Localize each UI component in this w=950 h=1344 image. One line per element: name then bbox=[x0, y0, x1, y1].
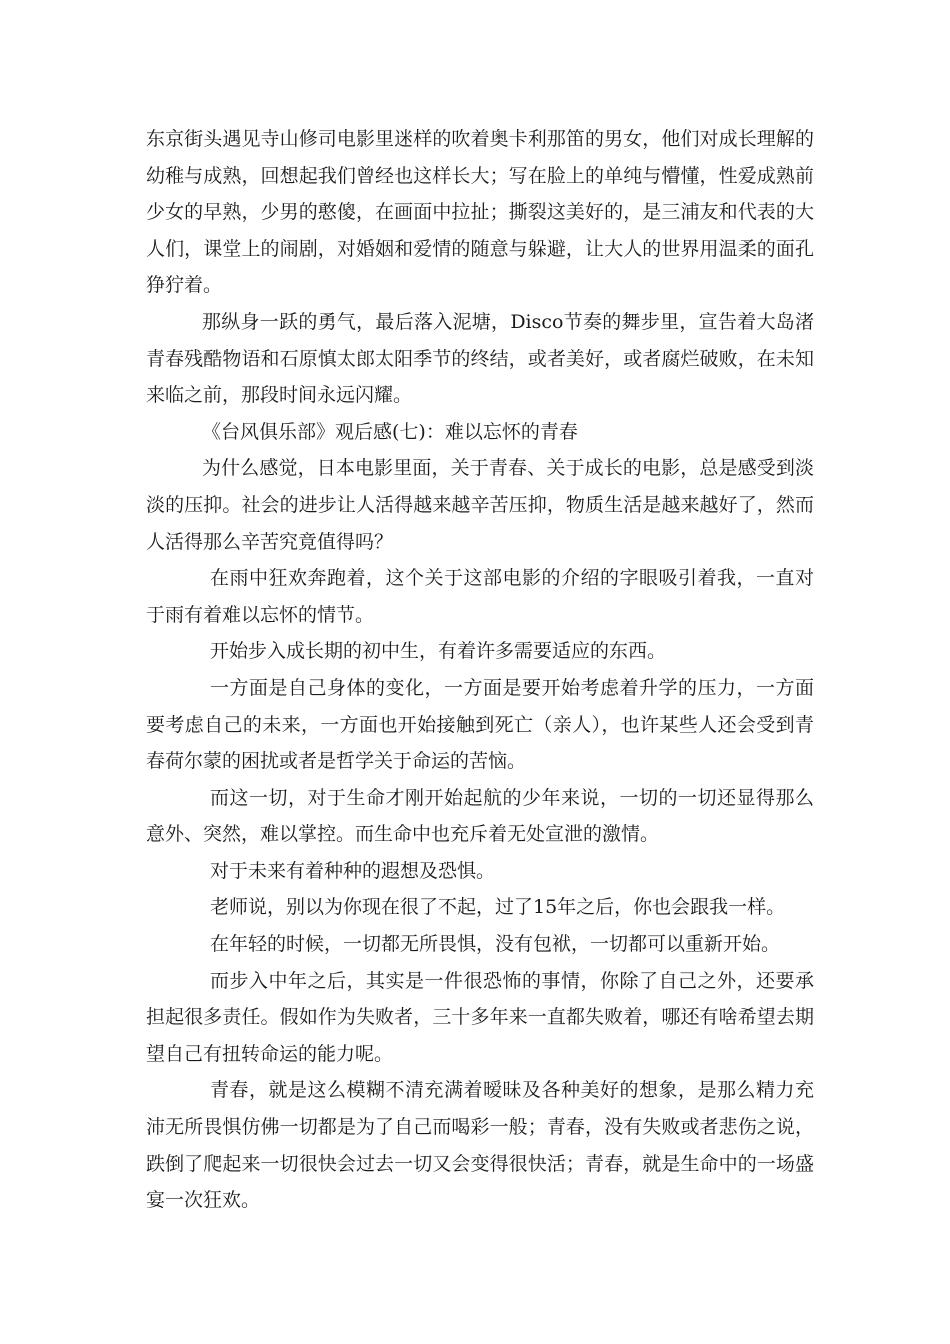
paragraph-1: 东京街头遇见寺山修司电影里迷样的吹着奥卡利那笛的男女，他们对成长理解的幼稚与成熟，回想起我们曾经也这样长大；写在脸上的单纯与懵懂，性爱成熟前少女的早熟，少男的憨傻，在画面中拉扯；撕裂这美好的，是三浦友和代表的大人们，课堂上的闹剧，对婚姻和爱情的随意与躲避，让大人的世界用温柔的面孔狰狞着。 bbox=[146, 128, 814, 297]
paragraph-2: 那纵身一跃的勇气，最后落入泥塘，Disco节奏的舞步里，宣告着大岛渚青春残酷物语和石原慎太郎太阳季节的终结，或者美好，或者腐烂破败，在未知来临之前，那段时间永远闪耀。 bbox=[146, 310, 814, 407]
paragraph-5: 开始步入成长期的初中生，有着许多需要适应的东西。 bbox=[210, 640, 667, 663]
paragraph-8: 对于未来有着种种的遐想及恐惧。 bbox=[210, 859, 496, 882]
document-body bbox=[146, 121, 814, 1219]
paragraph-7: 而这一切，对于生命才刚开始起航的少年来说，一切的一切还显得那么意外、突然，难以掌控。而生命中也充斥着无处宣泄的激情。 bbox=[146, 786, 814, 846]
section-heading: 《台风俱乐部》观后感(七)：难以忘怀的青春 bbox=[202, 420, 578, 443]
paragraph-12: 青春，就是这么模糊不清充满着暧昧及各种美好的想象，是那么精力充沛无所畏惧仿佛一切都是为了自己而喝彩一般；青春，没有失败或者悲伤之说，跌倒了爬起来一切很快会过去一切又会变得很快活；青春，就是生命中的一场盛宴一次狂欢。 bbox=[146, 1079, 814, 1212]
paragraph-3: 为什么感觉，日本电影里面，关于青春、关于成长的电影，总是感受到淡淡的压抑。社会的进步让人活得越来越辛苦压抑，物质生活是越来越好了，然而人活得那么辛苦究竟值得吗？ bbox=[146, 457, 814, 553]
paragraph-9: 老师说，别以为你现在很了不起，过了15年之后，你也会跟我一样。 bbox=[210, 896, 786, 919]
paragraph-4: 在雨中狂欢奔跑着，这个关于这部电影的介绍的字眼吸引着我，一直对于雨有着难以忘怀的情节。 bbox=[146, 567, 814, 626]
paragraph-6: 一方面是自己身体的变化，一方面是要开始考虑着升学的压力，一方面要考虑自己的未来，一方面也开始接触到死亡（亲人），也许某些人还会受到青春荷尔蒙的困扰或者是哲学关于命运的苦恼。 bbox=[146, 676, 814, 773]
paragraph-11: 而步入中年之后，其实是一件很恐怖的事情，你除了自己之外，还要承担起很多责任。假如作为失败者，三十多年来一直都失败着，哪还有啥希望去期望自己有扭转命运的能力呢。 bbox=[146, 969, 814, 1065]
paragraph-10: 在年轻的时候，一切都无所畏惧，没有包袱，一切都可以重新开始。 bbox=[210, 933, 781, 956]
